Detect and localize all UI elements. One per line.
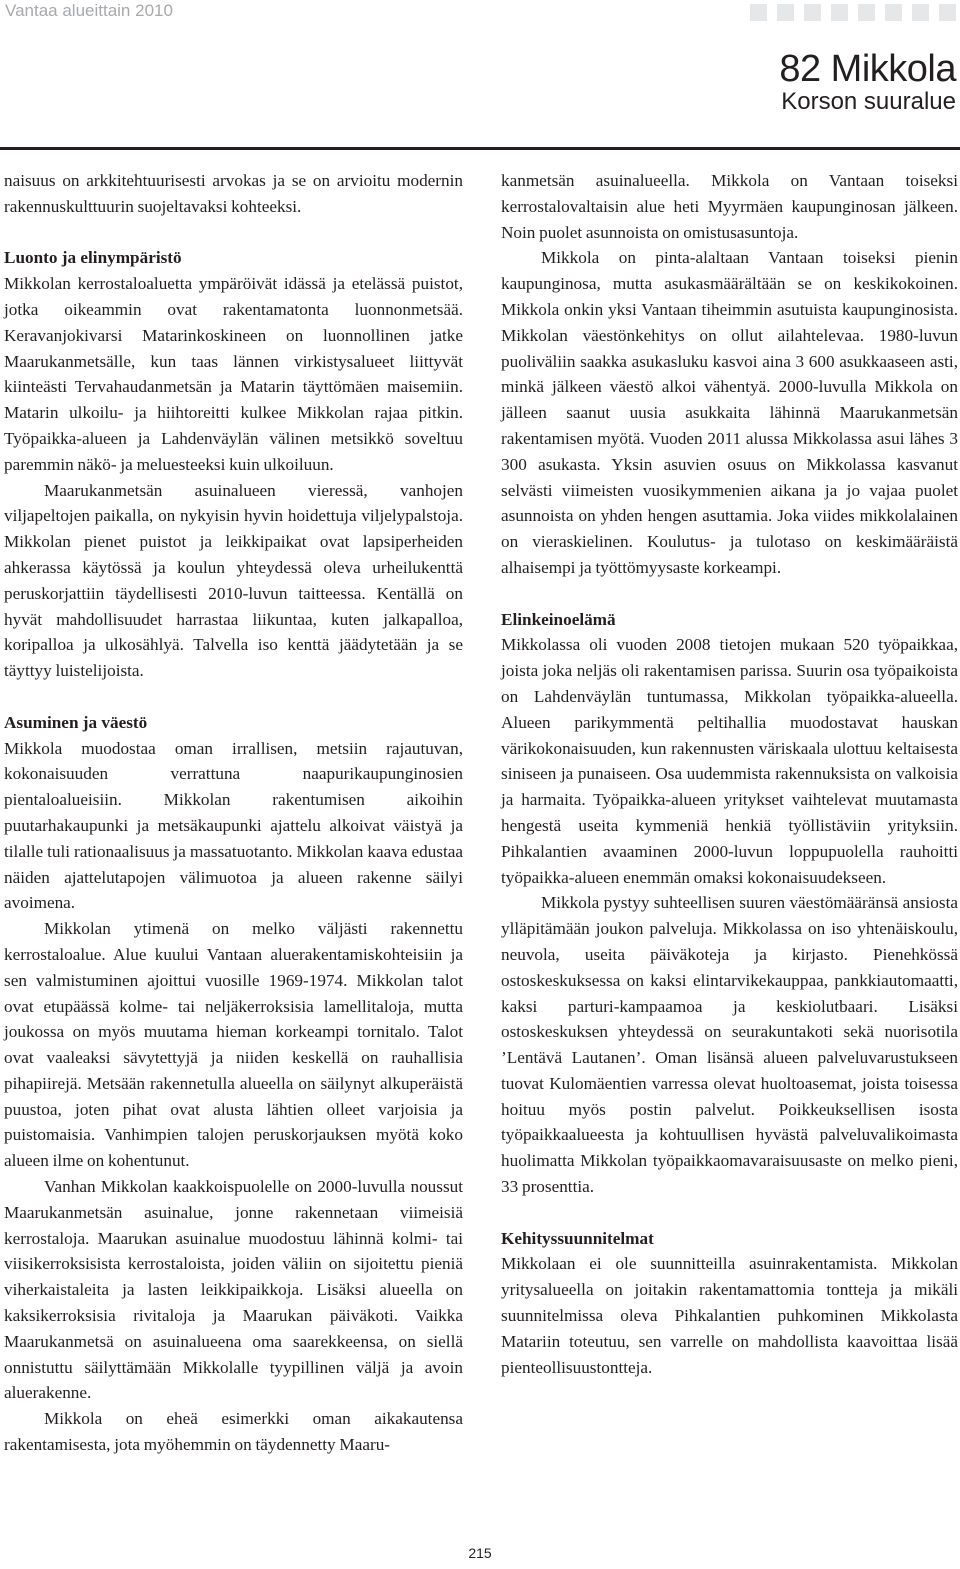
page-title: 82 Mikkola <box>779 48 956 90</box>
decorative-squares <box>750 4 956 21</box>
page-subtitle: Korson suuralue <box>781 88 956 115</box>
square-4 <box>831 4 848 21</box>
paragraph-elinkeino-2: Mikkola pystyy suhteellisen suuren väestömääränsä ansiosta ylläpitämään joukon palveluja. Mikkolassa on iso yhtenäiskoulu, neuvola, useita päiväkoteja ja kirjasto. Pienehkössä ostoskeskuksessa on kaksi elintarvikekauppaa, pankkiautomaatti, kaksi parturi-kampaamoa ja keskiolutbaari. Lisäksi ostoskeskuksen yhteydessä on seurakuntakoti sekä nuorisotila ’Lentävä Lautanen’. Oman lisänsä alueen palveluvarustukseen tuovat Kulomäentien varressa olevat huoltoasemat, joista toisessa hoituu myös postin palvelut. Poikkeuksellisen isosta työpaikkaalueesta ja kohtuullisen hyvästä palveluvalikoimasta huolimatta Mikkolan työpaikkaomavaraisuusaste on melko pieni, 33 prosenttia. <box>501 893 958 1197</box>
paragraph-continued: kanmetsän asuinalueella. Mikkola on Vantaan toiseksi kerrostalovaltaisin alue heti Myyrmäen kaupunginosan jälkeen. Noin puolet asunnoista on omistusasuntoja. <box>501 171 958 242</box>
square-5 <box>858 4 875 21</box>
square-3 <box>804 4 821 21</box>
square-7 <box>912 4 929 21</box>
square-2 <box>777 4 794 21</box>
paragraph-luonto-2: Maarukanmetsän asuinalueen vieressä, vanhojen viljapeltojen paikalla, on nykyisin hyvin hoidettuja viljelypalstoja. Mikkolan pienet puistot ja leikkipaikat ovat lapsiperheiden ahkerassa käytössä ja koulun yhteydessä oleva urheilukenttä peruskorjattiin täydellisesti 2010-luvun taitteessa. Kentällä on hyvät mahdollisuudet harrastaa liikuntaa, kuten jalkapalloa, koripalloa ja ulkosählyä. Talvella iso kenttä jäädytetään ja se täyttyy luistelijoista. <box>4 480 463 681</box>
header-divider <box>0 147 960 150</box>
paragraph-asuminen-4: Mikkola on eheä esimerkki oman aikakautensa rakentamisesta, jota myöhemmin on täydennetty Maaru- <box>4 1409 463 1455</box>
square-8 <box>939 4 956 21</box>
paragraph-asuminen-2: Mikkolan ytimenä on melko väljästi rakennettu kerrostaloalue. Alue kuului Vantaan aluerakentamiskohteisiin ja sen valmistuminen ajoittui vuosille 1969-1974. Mikkolan talot ovat etupäässä kolme- tai neljäkerroksisia lamellitaloja, mutta joukossa on myös muutama hieman korkeampi tornitalo. Talot ovat vaaleaksi sävytettyjä ja niiden keskellä on rauhallisia pihapiirejä. Metsään rakennetulla alueella on säilynyt alkuperäistä puustoa, joten pihat ovat alusta lähtien olleet varjoisia ja puistomaisia. Vanhimpien talojen peruskorjauksen myötä koko alueen ilme on kohentunut. <box>4 919 463 1171</box>
right-column <box>501 168 958 1380</box>
paragraph-intro: naisuus on arkkitehtuurisesti arvokas ja se on arvioitu modernin rakennuskulttuurin suojeltavaksi kohteeksi. <box>4 171 463 216</box>
paragraph-elinkeino-1: Mikkolassa oli vuoden 2008 tietojen mukaan 520 työpaikkaa, joista joka neljäs oli rakentamisen parissa. Suurin osa työpaikoista on Lahdenväylän tuntumassa, Mikkolan työpaikka-alueella. Alueen parikymmentä peltihallia muodostavat hauskan värikokonaisuuden, kun rakennusten väriskaala ulottuu keltaisesta siniseen ja punaiseen. Osa uudemmista rakennuksista on valkoisia ja harmaita. Työpaikka-alueen yritykset vaihtelevat muutamasta hengestä useita kymmeniä henkiä työllistäviin yrityksiin. Pihkalantien avaaminen 2000-luvun loppupuolella rauhoitti työpaikka-alueen enemmän omaksi kokonaisuudekseen. <box>501 635 958 887</box>
square-1 <box>750 4 767 21</box>
heading-kehitys: Kehityssuunnitelmat <box>501 1228 654 1248</box>
paragraph-vaesto: Mikkola on pinta-alaltaan Vantaan toiseksi pienin kaupunginosa, mutta asukasmäärältään se on keskikokoinen. Mikkola onkin yksi Vantaan tiheimmin asutuista kaupunginosista. Mikkolan väestönkehitys on ollut ailahtelevaa. 1980-luvun puoliväliin saakka asukasluku kasvoi aina 3 600 asukkaaseen asti, minkä jälkeen väestö alkoi vähentyä. 2000-luvulla Mikkola on jälleen saanut uusia asukkaita lähinnä Maarukanmetsän rakentamisen myötä. Vuoden 2011 alussa Mikkolassa asui lähes 3 300 asukasta. Yksin asuvien osuus on Mikkolassa kasvanut selvästi viimeisten vuosikymmenien aikana ja jo vajaa puolet asunnoista on yhden hengen asuttamia. Joka viides mikkolalainen on vieraskielinen. Koulutus- ja tulotaso on keskimääräistä alhaisempi ja työttömyysaste korkeampi. <box>501 248 958 577</box>
heading-asuminen: Asuminen ja väestö <box>4 712 148 732</box>
paragraph-asuminen-3: Vanhan Mikkolan kaakkoispuolelle on 2000-luvulla noussut Maarukanmetsän asuinalue, jonne rakennetaan viimeisiä kerrostaloja. Maarukan asuinalue muodostuu lähinnä kolmi- tai viisikerroksisista kerrostaloista, joiden väliin on sijoitettu pieniä viherkaistaleita ja lasten leikkipaikkoja. Lisäksi alueella on kaksikerroksisia rivitaloja ja Maarukan päiväkoti. Vaikka Maarukanmetsä on asuinalueena oma saarekkeensa, on siellä onnistuttu säilyttämään Mikkolalle tyypillinen väljä ja avoin aluerakenne. <box>4 1177 463 1403</box>
paragraph-kehitys: Mikkolaan ei ole suunnitteilla asuinrakentamista. Mikkolan yritysalueella on joitakin rakentamattomia tontteja ja mikäli suunnitelmissa oleva Pihkalantien puhkominen Mikkolasta Matariin toteutuu, sen varrelle on mahdollista kaavoittaa lisää pienteollisuustontteja. <box>501 1254 958 1377</box>
page-title-block <box>779 46 956 116</box>
square-6 <box>885 4 902 21</box>
heading-elinkeino: Elinkeinoelämä <box>501 609 616 629</box>
heading-luonto: Luonto ja elinympäristö <box>4 248 182 268</box>
publication-title: Vantaa alueittain 2010 <box>5 1 173 20</box>
paragraph-asuminen-1: Mikkola muodostaa oman irrallisen, metsiin rajautuvan, kokonaisuuden verrattuna naapurikaupunginosien pientaloalueisiin. Mikkolan rakentumisen aikoihin puutarhakaupunki ja metsäkaupunki ajattelu alkoivat väistyä ja tilalle tuli rationaalisuus ja massatuotanto. Mikkolan kaava edustaa näiden ajattelutapojen välimuotoa ja alueen rakenne säilyi avoimena. <box>4 738 463 913</box>
page-number: 215 <box>468 1545 492 1561</box>
left-column <box>4 168 463 1458</box>
paragraph-luonto-1: Mikkolan kerrostaloaluetta ympäröivät idässä ja etelässä puistot, jotka oikeammin ovat rakentamatonta luonnonmetsää. Keravanjokivarsi Matarinkoskineen on luonnollinen jatke Maarukanmetsälle, kun taas lännen virkistysalueet liittyvät kiinteästi Tervahaudanmetsän ja Matarin täyttömäen maisemiin. Matarin ulkoilu- ja hiihtoreitti kulkee Mikkolan rajaa pitkin. Työpaikka-alueen ja Lahdenväylän välinen metsikkö soveltuu paremmin näkö- ja meluesteeksi kuin ulkoiluun. <box>4 274 463 474</box>
